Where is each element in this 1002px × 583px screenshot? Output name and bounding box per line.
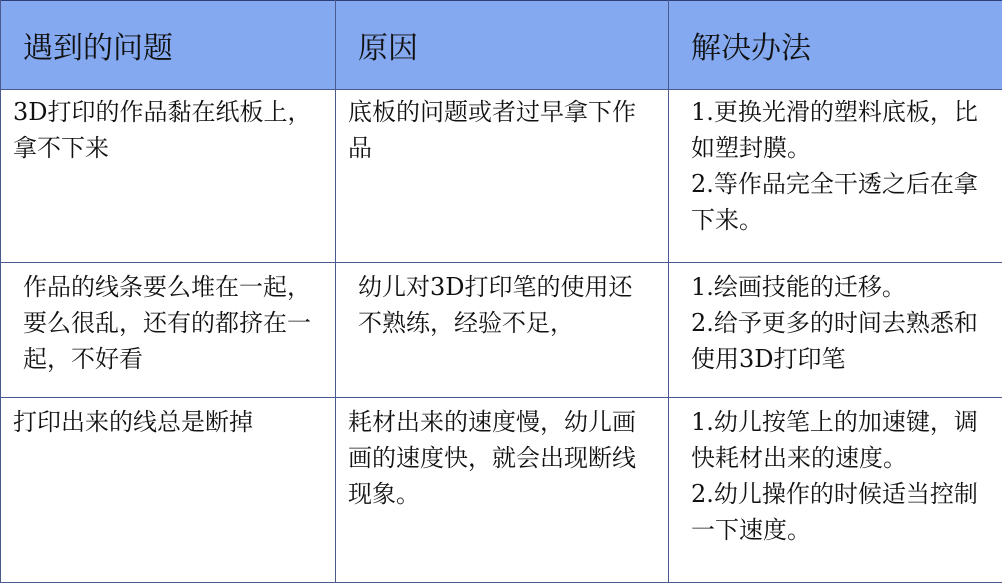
solution-item: 2.幼儿操作的时候适当控制一下速度。 [691,476,990,548]
solution-item: 1.幼儿按笔上的加速键，调快耗材出来的速度。 [691,404,990,476]
header-problem: 遇到的问题 [1,1,336,90]
problem-cell: 3D打印的作品黏在纸板上，拿不下来 [1,90,336,263]
table-row [1,398,1002,583]
table-row [1,90,1002,263]
header-cause: 原因 [336,1,669,90]
problem-cell: 打印出来的线总是断掉 [1,398,336,583]
problem-cell: 作品的线条要么堆在一起，要么很乱，还有的都挤在一起，不好看 [1,263,336,398]
cause-cell: 幼儿对3D打印笔的使用还不熟练，经验不足， [336,263,669,398]
solution-cell [669,263,1002,398]
solution-cell [669,90,1002,263]
solution-item: 2.等作品完全干透之后在拿下来。 [691,166,990,238]
solution-cell [669,398,1002,583]
cause-cell: 耗材出来的速度慢，幼儿画画的速度快，就会出现断线现象。 [336,398,669,583]
header-row [1,1,1002,90]
solution-item: 1.更换光滑的塑料底板，比如塑封膜。 [691,94,990,166]
cause-cell: 底板的问题或者过早拿下作品 [336,90,669,263]
header-solution: 解决办法 [669,1,1002,90]
solution-item: 1.绘画技能的迁移。 [691,269,990,305]
solution-item: 2.给予更多的时间去熟悉和使用3D打印笔 [691,305,990,377]
table-row [1,263,1002,398]
